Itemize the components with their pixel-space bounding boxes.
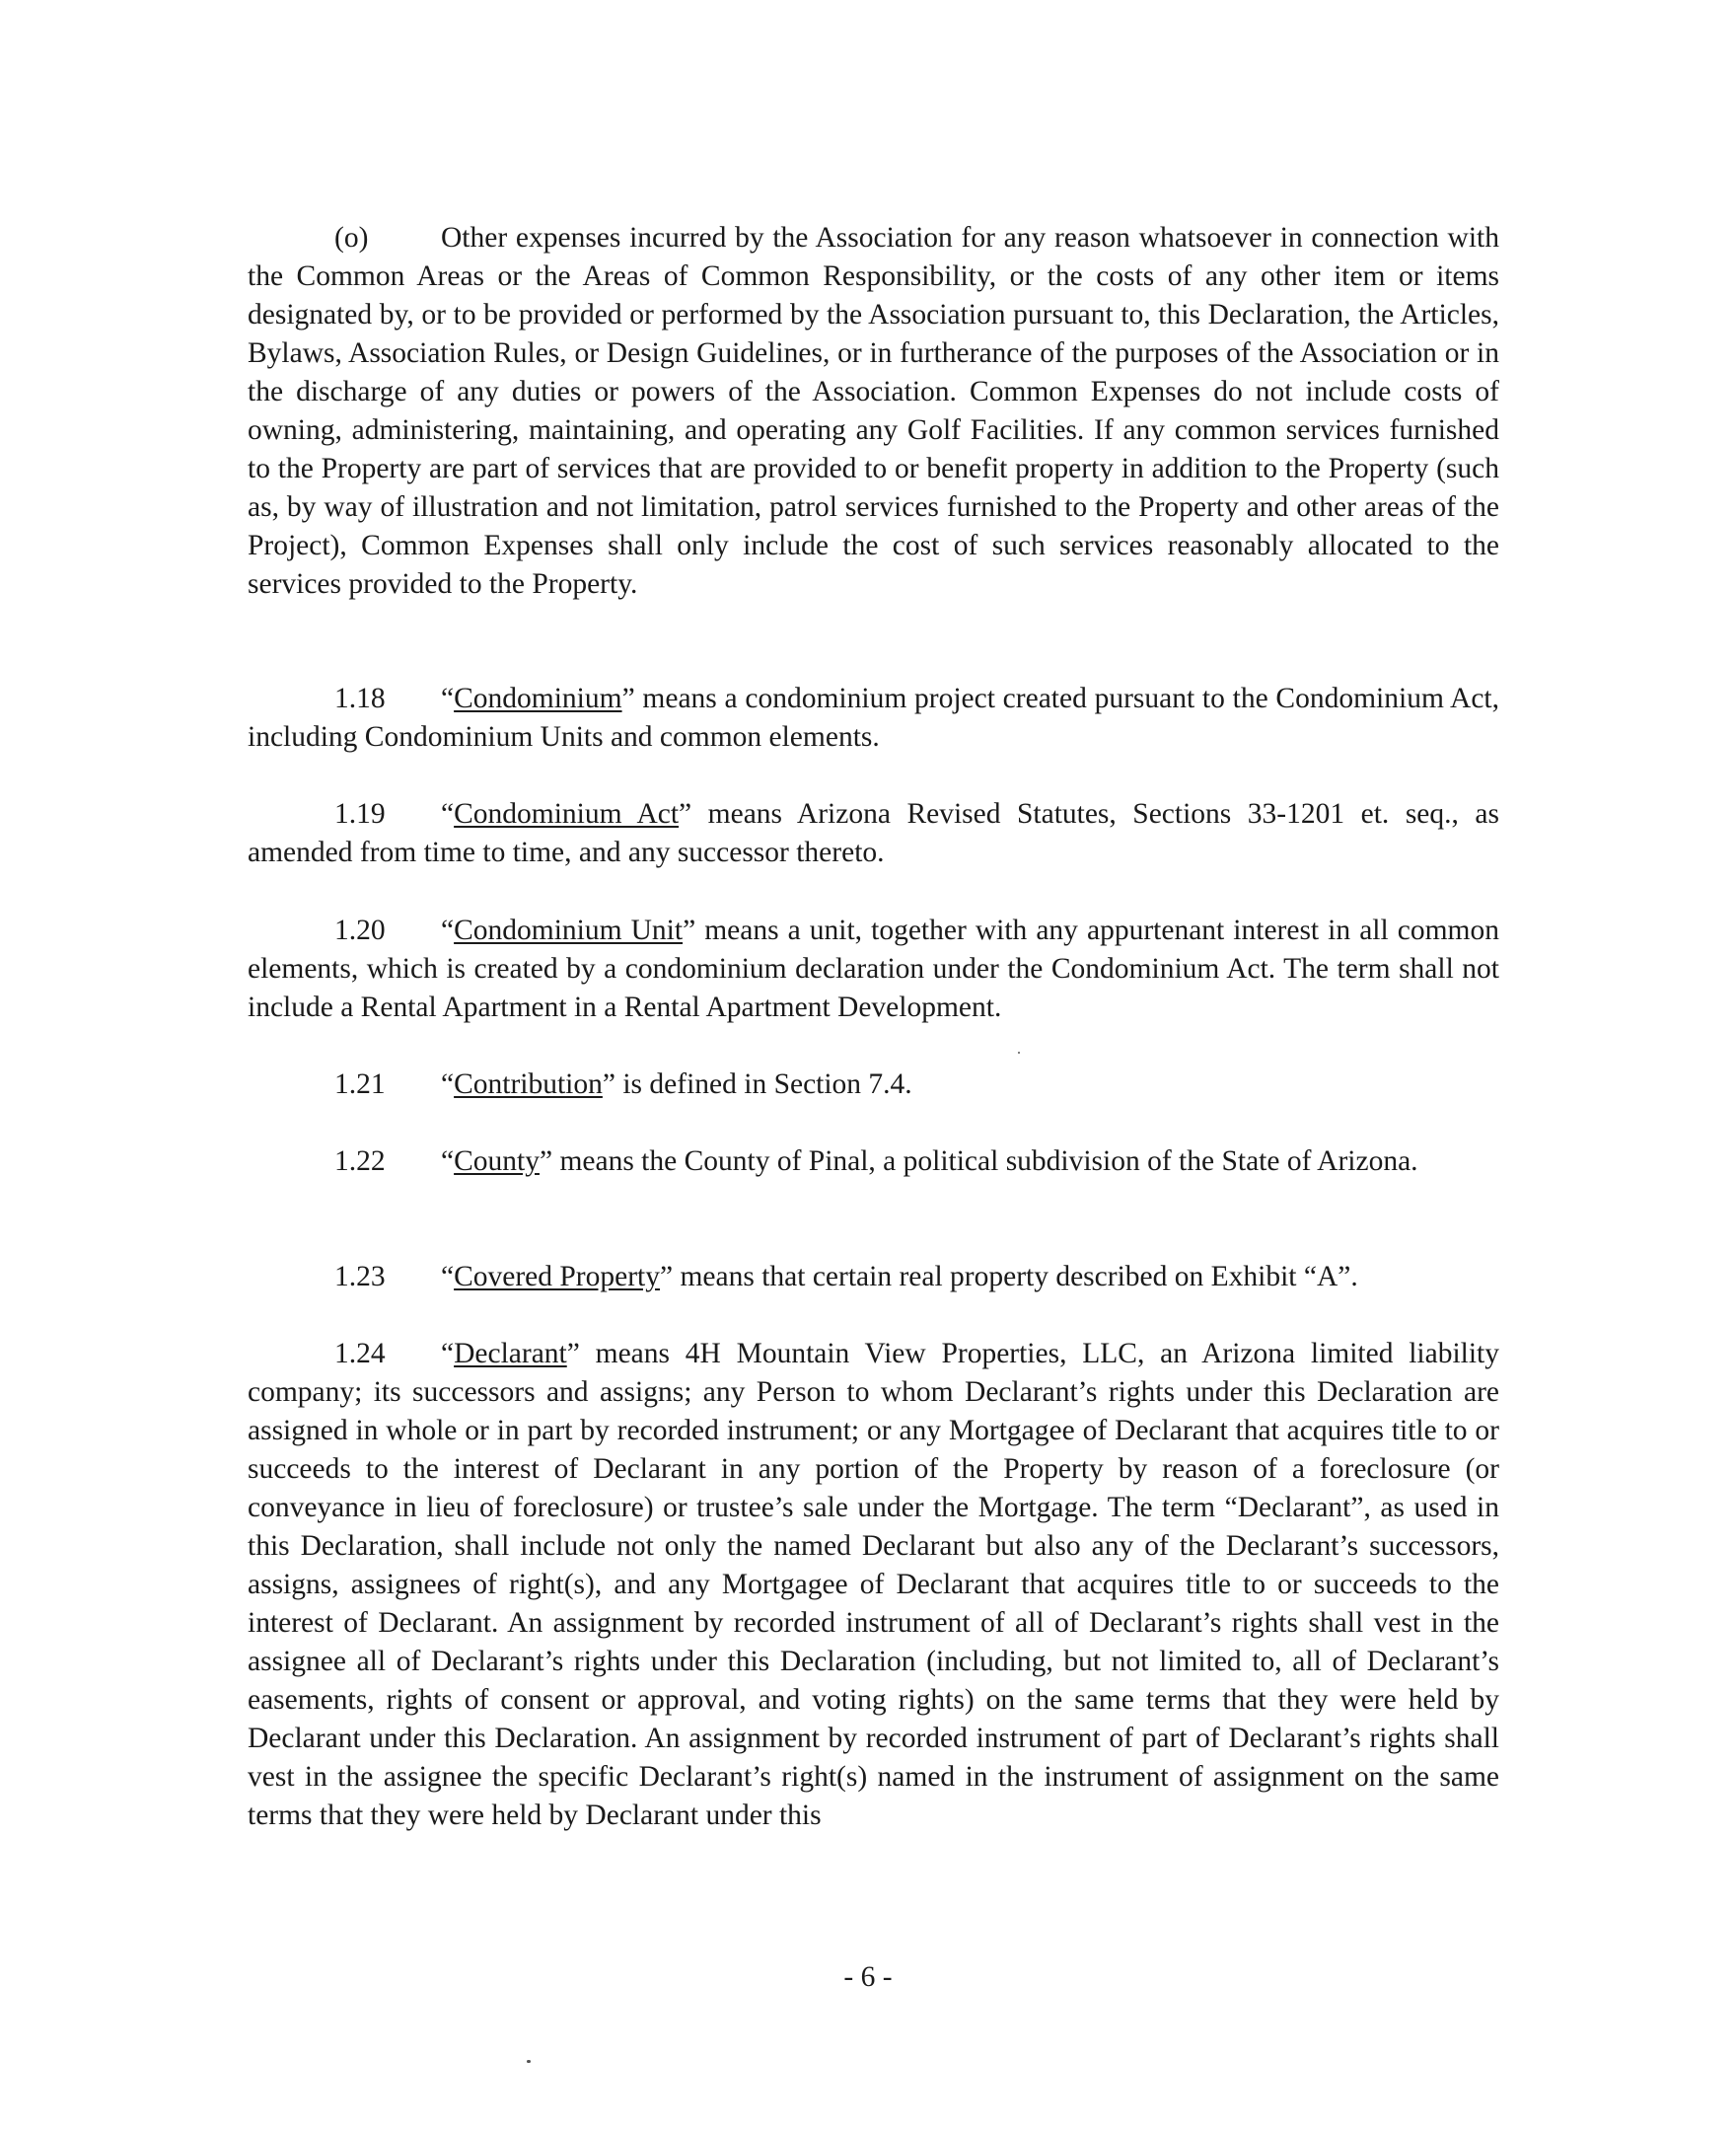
section-number: 1.20 [334,915,386,946]
definition-1-18: 1.18 “Condominium” means a condominium project created pursuant to the Condominium Act, including Condominium Units and common elements. [248,680,1499,757]
defined-term: Contribution [454,1068,603,1100]
paragraph-text: Other expenses incurred by the Association for any reason whatsoever in connection with the Common Areas or the Areas of Common Responsibility, or the costs of any other item or items designated by, or to be provided or performed by the Association pursuant to, this Declaration, the Articles, Bylaws, Association Rules, or Design Guidelines, or in furtherance of the purposes of the Association or in the discharge of any duties or powers of the Association. Common Expenses do not include costs of owning, administering, maintaining, and operating any Golf Facilities. If any common services furnished to the Property are part of services that are provided to or benefit property in addition to the Property (such as, by way of illustration and not limitation, patrol services furnished to the Property and other areas of the Project), Common Expenses shall only include the cost of such services reasonably allocated to the services provided to the Property. [248,222,1499,600]
page-number: - 6 - [843,1961,893,1993]
definition-text: means 4H Mountain View Properties, LLC, an Arizona limited liability company; its successors and assigns; any Person to whom Declarant’s rights under this Declaration are assigned in whole or in part by recorded instrument; or any Mortgagee of Declarant that acquires title to or succeeds to the interest of Declarant in any portion of the Property by reason of a foreclosure (or conveyance in lieu of foreclosure) or trustee’s sale under the Mortgage. The term “Declarant”, as used in this Declaration, shall include not only the named Declarant but also any of the Declarant’s successors, assigns, assignees of right(s), and any Mortgagee of Declarant that acquires title to or succeeds to the interest of Declarant. An assignment by recorded instrument of all of Declarant’s rights shall vest in the assignee all of Declarant’s rights under this Declaration (including, but not limited to, all of Declarant’s easements, rights of consent or approval, and voting rights) on the same terms that they were held by Declarant under this Declaration. An assignment by recorded instrument of part of Declarant’s rights shall vest in the assignee the specific Declarant’s right(s) named in the instrument of assignment on the same terms that they were held by Declarant under this [248,1338,1499,1831]
section-number: 1.21 [334,1068,386,1100]
section-number: 1.23 [334,1261,386,1292]
definition-1-20: 1.20 “Condominium Unit” means a unit, together with any appurtenant interest in all common elements, which is created by a condominium declaration under the Condominium Act. The term shall not include a Rental Apartment in a Rental Apartment Development. [248,912,1499,1027]
scan-speck [1018,1052,1020,1054]
section-number: 1.24 [334,1338,386,1369]
definition-text: means that certain real property described on Exhibit “A”. [673,1261,1358,1292]
definition-1-22: 1.22 “County” means the County of Pinal, a political subdivision of the State of Arizona. [248,1142,1499,1181]
definition-1-23: 1.23 “Covered Property” means that certain real property described on Exhibit “A”. [248,1258,1499,1296]
definition-1-21: 1.21 “Contribution” is defined in Section 7.4. [248,1066,1499,1104]
paragraph-o [248,219,1499,604]
defined-term: Condominium [454,683,622,714]
scan-speck [527,2060,531,2063]
defined-term: County [454,1145,540,1177]
definition-text: is defined in Section 7.4. [615,1068,912,1100]
defined-term: Declarant [454,1338,567,1369]
definition-text: means the County of Pinal, a political subdivision of the State of Arizona. [552,1145,1418,1177]
section-number: 1.22 [334,1145,386,1177]
definition-text: means Arizona Revised Statutes, Sections 33-1201 et. seq., as amended from time to time, and any successor thereto. [248,798,1499,868]
paragraph-label: (o) [334,222,369,254]
definition-text: means a condominium project created pursuant to the Condominium Act, including Condominium Units and common elements. [248,683,1499,753]
defined-term: Covered Property [454,1261,660,1292]
definition-1-24: 1.24 “Declarant” means 4H Mountain View Properties, LLC, an Arizona limited liability company; its successors and assigns; any Person to whom Declarant’s rights under this Declaration are assigned in whole or in part by recorded instrument; or any Mortgagee of Declarant that acquires title to or succeeds to the interest of Declarant in any portion of the Property by reason of a foreclosure (or conveyance in lieu of foreclosure) or trustee’s sale under the Mortgage. The term “Declarant”, as used in this Declaration, shall include not only the named Declarant but also any of the Declarant’s successors, assigns, assignees of right(s), and any Mortgagee of Declarant that acquires title to or succeeds to the interest of Declarant. An assignment by recorded instrument of all of Declarant’s rights shall vest in the assignee all of Declarant’s rights under this Declaration (including, but not limited to, all of Declarant’s easements, rights of consent or approval, and voting rights) on the same terms that they were held by Declarant under this Declaration. An assignment by recorded instrument of part of Declarant’s rights shall vest in the assignee the specific Declarant’s right(s) named in the instrument of assignment on the same terms that they were held by Declarant under this [248,1335,1499,1835]
definition-1-19: 1.19 “Condominium Act” means Arizona Revised Statutes, Sections 33-1201 et. seq., as amended from time to time, and any successor thereto. [248,795,1499,872]
section-number: 1.18 [334,683,386,714]
section-number: 1.19 [334,798,386,830]
defined-term: Condominium Unit [454,915,684,946]
defined-term: Condominium Act [454,798,680,830]
definition-text: means a unit, together with any appurtenant interest in all common elements, which is created by a condominium declaration under the Condominium Act. The term shall not include a Rental Apartment in a Rental Apartment Development. [248,915,1499,1023]
